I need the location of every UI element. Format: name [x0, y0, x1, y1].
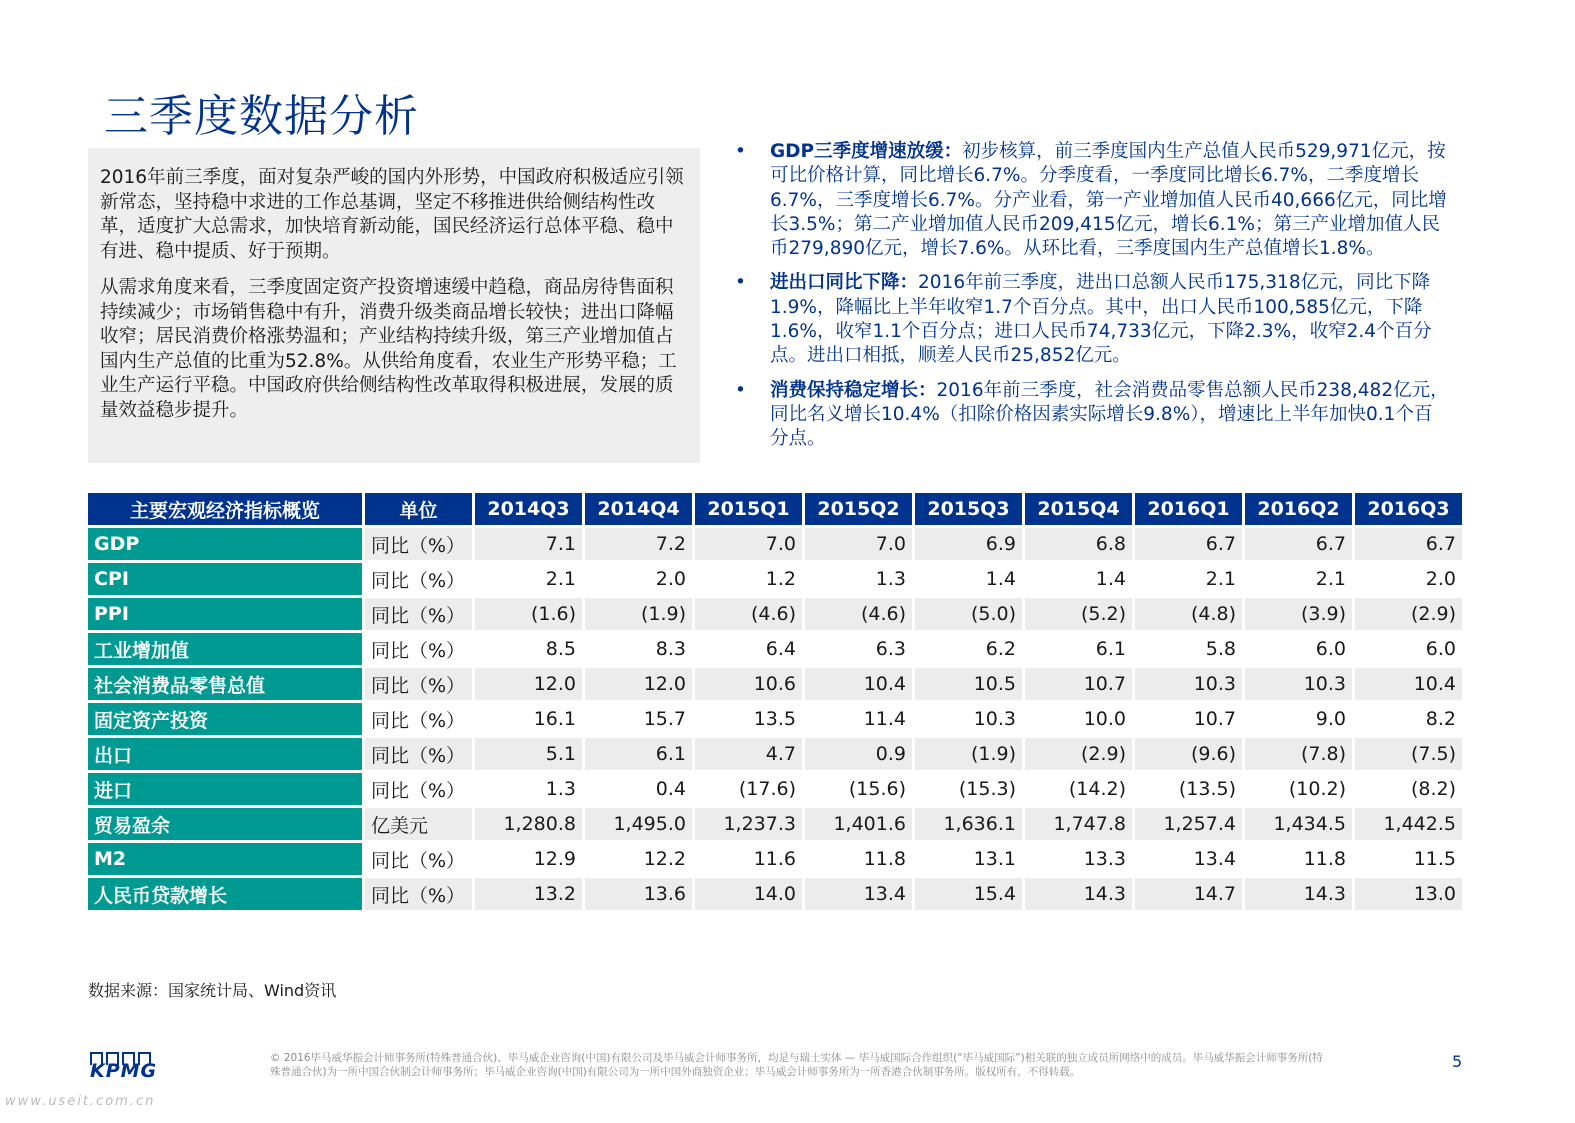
indicator-name-cell: M2: [88, 843, 362, 875]
indicator-name-cell: 社会消费品零售总值: [88, 668, 362, 700]
value-cell: 11.8: [1245, 843, 1352, 875]
value-cell: 6.7: [1135, 528, 1242, 560]
table-row: [88, 808, 1462, 840]
value-cell: (4.6): [695, 598, 802, 630]
key-points-list: [735, 140, 1450, 462]
indicator-name-cell: PPI: [88, 598, 362, 630]
indicator-name-cell: 固定资产投资: [88, 703, 362, 735]
table-row: [88, 773, 1462, 805]
value-cell: 7.0: [805, 528, 912, 560]
key-point-text: 初步核算，前三季度国内生产总值人民币529,971亿元，按可比价格计算，同比增长6.7%。分季度看，一季度同比增长6.7%，二季度增长6.7%，三季度增长6.7%。分产业看，第一产业增加值人民币40,666亿元，同比增长3.5%；第二产业增加值人民币209,415亿元，增长6.1%；第三产业增加值人民币279,890亿元，增长7.6%。从环比看，三季度国内生产总值增长1.8%。: [770, 141, 1447, 260]
value-cell: 10.3: [1245, 668, 1352, 700]
value-cell: 15.4: [915, 878, 1022, 910]
page-number: 5: [1452, 1052, 1463, 1071]
unit-cell: 同比（%）: [365, 633, 472, 665]
table-row: [88, 738, 1462, 770]
table-header-row: [88, 493, 1462, 525]
value-cell: 1,442.5: [1355, 808, 1462, 840]
value-cell: 7.2: [585, 528, 692, 560]
value-cell: (1.9): [915, 738, 1022, 770]
indicator-name-cell: 人民币贷款增长: [88, 878, 362, 910]
value-cell: 6.2: [915, 633, 1022, 665]
value-cell: 1.4: [1025, 563, 1132, 595]
value-cell: 9.0: [1245, 703, 1352, 735]
unit-cell: 同比（%）: [365, 563, 472, 595]
value-cell: 14.3: [1245, 878, 1352, 910]
value-cell: 8.5: [475, 633, 582, 665]
bullet-dot-icon: •: [735, 272, 746, 294]
value-cell: 16.1: [475, 703, 582, 735]
value-cell: 1,401.6: [805, 808, 912, 840]
value-cell: 6.4: [695, 633, 802, 665]
indicator-name-cell: 贸易盈余: [88, 808, 362, 840]
value-cell: 6.0: [1245, 633, 1352, 665]
value-cell: 6.0: [1355, 633, 1462, 665]
value-cell: 12.0: [585, 668, 692, 700]
macro-indicators-table: [85, 490, 1465, 913]
bullet-dot-icon: •: [735, 141, 746, 162]
value-cell: (9.6): [1135, 738, 1242, 770]
key-point-heading: GDP三季度增速放缓：: [770, 141, 963, 162]
table-row: [88, 528, 1462, 560]
header-quarter: 2015Q1: [695, 493, 802, 525]
value-cell: (5.0): [915, 598, 1022, 630]
indicator-name-cell: CPI: [88, 563, 362, 595]
key-point-text: 2016年前三季度，进出口总额人民币175,318亿元，同比下降1.9%，降幅比上半年收窄1.7个百分点。其中，出口人民币100,585亿元，下降1.6%，收窄1.1个百分点；进口人民币74,733亿元，下降2.3%，收窄2.4个百分点。进出口相抵，顺差人民币25,852亿元。: [770, 272, 1432, 367]
value-cell: 13.5: [695, 703, 802, 735]
value-cell: 4.7: [695, 738, 802, 770]
header-quarter: 2014Q4: [585, 493, 692, 525]
value-cell: 2.1: [1135, 563, 1242, 595]
summary-paragraph-1: 2016年前三季度，面对复杂严峻的国内外形势，中国政府积极适应引领新常态，坚持稳中求进的工作总基调，坚定不移推进供给侧结构性改革，适度扩大总需求，加快培育新动能，国民经济运行总体平稳、稳中有进、稳中提质、好于预期。: [100, 167, 684, 262]
value-cell: (5.2): [1025, 598, 1132, 630]
value-cell: 11.8: [805, 843, 912, 875]
kpmg-logo: KPMG: [90, 1060, 158, 1082]
value-cell: (2.9): [1355, 598, 1462, 630]
value-cell: (7.8): [1245, 738, 1352, 770]
header-quarter: 2016Q3: [1355, 493, 1462, 525]
value-cell: 5.1: [475, 738, 582, 770]
value-cell: 10.3: [915, 703, 1022, 735]
value-cell: 6.9: [915, 528, 1022, 560]
value-cell: 13.0: [1355, 878, 1462, 910]
value-cell: (15.3): [915, 773, 1022, 805]
unit-cell: 同比（%）: [365, 703, 472, 735]
value-cell: 13.3: [1025, 843, 1132, 875]
value-cell: 10.0: [1025, 703, 1132, 735]
value-cell: 10.4: [1355, 668, 1462, 700]
table-row: [88, 843, 1462, 875]
unit-cell: 同比（%）: [365, 668, 472, 700]
value-cell: 13.2: [475, 878, 582, 910]
value-cell: (2.9): [1025, 738, 1132, 770]
table-body: [88, 528, 1462, 910]
value-cell: 14.3: [1025, 878, 1132, 910]
header-quarter: 2015Q2: [805, 493, 912, 525]
value-cell: 10.5: [915, 668, 1022, 700]
key-point-trade: [735, 271, 1450, 368]
indicator-name-cell: 出口: [88, 738, 362, 770]
value-cell: (4.8): [1135, 598, 1242, 630]
value-cell: 15.7: [585, 703, 692, 735]
header-quarter: 2016Q1: [1135, 493, 1242, 525]
value-cell: 7.0: [695, 528, 802, 560]
header-quarter: 2015Q4: [1025, 493, 1132, 525]
value-cell: 14.0: [695, 878, 802, 910]
value-cell: 11.6: [695, 843, 802, 875]
value-cell: 1.3: [805, 563, 912, 595]
value-cell: 1,280.8: [475, 808, 582, 840]
value-cell: 1,636.1: [915, 808, 1022, 840]
key-point-heading: 消费保持稳定增长：: [770, 379, 937, 401]
value-cell: 11.5: [1355, 843, 1462, 875]
value-cell: 2.0: [585, 563, 692, 595]
page-title: 三季度数据分析: [104, 91, 419, 142]
header-quarter: 2014Q3: [475, 493, 582, 525]
legal-disclaimer: © 2016毕马威华振会计师事务所(特殊普通合伙)、毕马威企业咨询(中国)有限公司及毕马威会计师事务所，均是与瑞士实体 — 毕马威国际合作组织(“毕马威国际”)相关联的独立成员所网络中的成员。毕马威华振会计师事务所(特殊普通合伙)为一所中国合伙制会计师事务所；毕马威企业咨询(中国)有限公司为一所中国外商独资企业；毕马威会计师事务所为一所香港合伙制事务所。版权所有，不得转载。: [270, 1052, 1323, 1078]
summary-box: [88, 148, 700, 463]
value-cell: 6.3: [805, 633, 912, 665]
bullet-dot-icon: •: [735, 379, 746, 401]
indicator-name-cell: GDP: [88, 528, 362, 560]
value-cell: 14.7: [1135, 878, 1242, 910]
header-indicator: 主要宏观经济指标概览: [88, 493, 362, 525]
value-cell: 13.1: [915, 843, 1022, 875]
value-cell: (10.2): [1245, 773, 1352, 805]
table-row: [88, 598, 1462, 630]
value-cell: (1.9): [585, 598, 692, 630]
value-cell: 1,495.0: [585, 808, 692, 840]
value-cell: (4.6): [805, 598, 912, 630]
indicator-name-cell: 工业增加值: [88, 633, 362, 665]
key-point-heading: 进出口同比下降：: [770, 272, 919, 294]
value-cell: 8.2: [1355, 703, 1462, 735]
table-row: [88, 703, 1462, 735]
value-cell: 8.3: [585, 633, 692, 665]
value-cell: 1,434.5: [1245, 808, 1352, 840]
value-cell: 2.0: [1355, 563, 1462, 595]
key-point-text: 2016年前三季度，社会消费品零售总额人民币238,482亿元，同比名义增长10.4%（扣除价格因素实际增长9.8%），增速比上半年加快0.1个百分点。: [770, 379, 1449, 450]
table-row: [88, 668, 1462, 700]
value-cell: 1,747.8: [1025, 808, 1132, 840]
value-cell: 10.7: [1025, 668, 1132, 700]
value-cell: 6.1: [585, 738, 692, 770]
data-source-note: 数据来源：国家统计局、Wind资讯: [88, 981, 337, 1000]
value-cell: 2.1: [475, 563, 582, 595]
value-cell: 7.1: [475, 528, 582, 560]
unit-cell: 同比（%）: [365, 773, 472, 805]
value-cell: 10.6: [695, 668, 802, 700]
value-cell: 1.2: [695, 563, 802, 595]
value-cell: (3.9): [1245, 598, 1352, 630]
table-row: [88, 563, 1462, 595]
value-cell: 1.4: [915, 563, 1022, 595]
unit-cell: 亿美元: [365, 808, 472, 840]
value-cell: 13.4: [805, 878, 912, 910]
key-point-gdp: [735, 140, 1450, 261]
value-cell: 6.8: [1025, 528, 1132, 560]
unit-cell: 同比（%）: [365, 738, 472, 770]
value-cell: 0.9: [805, 738, 912, 770]
unit-cell: 同比（%）: [365, 878, 472, 910]
value-cell: 12.9: [475, 843, 582, 875]
value-cell: 10.3: [1135, 668, 1242, 700]
value-cell: 1.3: [475, 773, 582, 805]
table-row: [88, 878, 1462, 910]
value-cell: 5.8: [1135, 633, 1242, 665]
header-unit: 单位: [365, 493, 472, 525]
watermark: www.useit.com.cn: [5, 1094, 156, 1109]
header-quarter: 2016Q2: [1245, 493, 1352, 525]
value-cell: 13.4: [1135, 843, 1242, 875]
summary-paragraph-2: 从需求角度来看，三季度固定资产投资增速缓中趋稳，商品房待售面积持续减少；市场销售稳中有升，消费升级类商品增长较快；进出口降幅收窄；居民消费价格涨势温和；产业结构持续升级，第三产业增加值占国内生产总值的比重为52.8%。从供给角度看，农业生产形势平稳；工业生产运行平稳。中国政府供给侧结构性改革取得积极进展，发展的质量效益稳步提升。: [100, 277, 677, 421]
header-quarter: 2015Q3: [915, 493, 1022, 525]
value-cell: 11.4: [805, 703, 912, 735]
value-cell: 10.4: [805, 668, 912, 700]
unit-cell: 同比（%）: [365, 843, 472, 875]
value-cell: 6.7: [1355, 528, 1462, 560]
value-cell: 10.7: [1135, 703, 1242, 735]
value-cell: (1.6): [475, 598, 582, 630]
value-cell: 13.6: [585, 878, 692, 910]
indicator-name-cell: 进口: [88, 773, 362, 805]
value-cell: 1,237.3: [695, 808, 802, 840]
value-cell: 0.4: [585, 773, 692, 805]
value-cell: 1,257.4: [1135, 808, 1242, 840]
value-cell: (15.6): [805, 773, 912, 805]
value-cell: 2.1: [1245, 563, 1352, 595]
value-cell: (13.5): [1135, 773, 1242, 805]
unit-cell: 同比（%）: [365, 598, 472, 630]
value-cell: (17.6): [695, 773, 802, 805]
value-cell: (8.2): [1355, 773, 1462, 805]
value-cell: 6.7: [1245, 528, 1352, 560]
key-point-consumption: [735, 379, 1450, 452]
table-row: [88, 633, 1462, 665]
value-cell: (14.2): [1025, 773, 1132, 805]
value-cell: 12.0: [475, 668, 582, 700]
unit-cell: 同比（%）: [365, 528, 472, 560]
value-cell: 6.1: [1025, 633, 1132, 665]
value-cell: 12.2: [585, 843, 692, 875]
value-cell: (7.5): [1355, 738, 1462, 770]
